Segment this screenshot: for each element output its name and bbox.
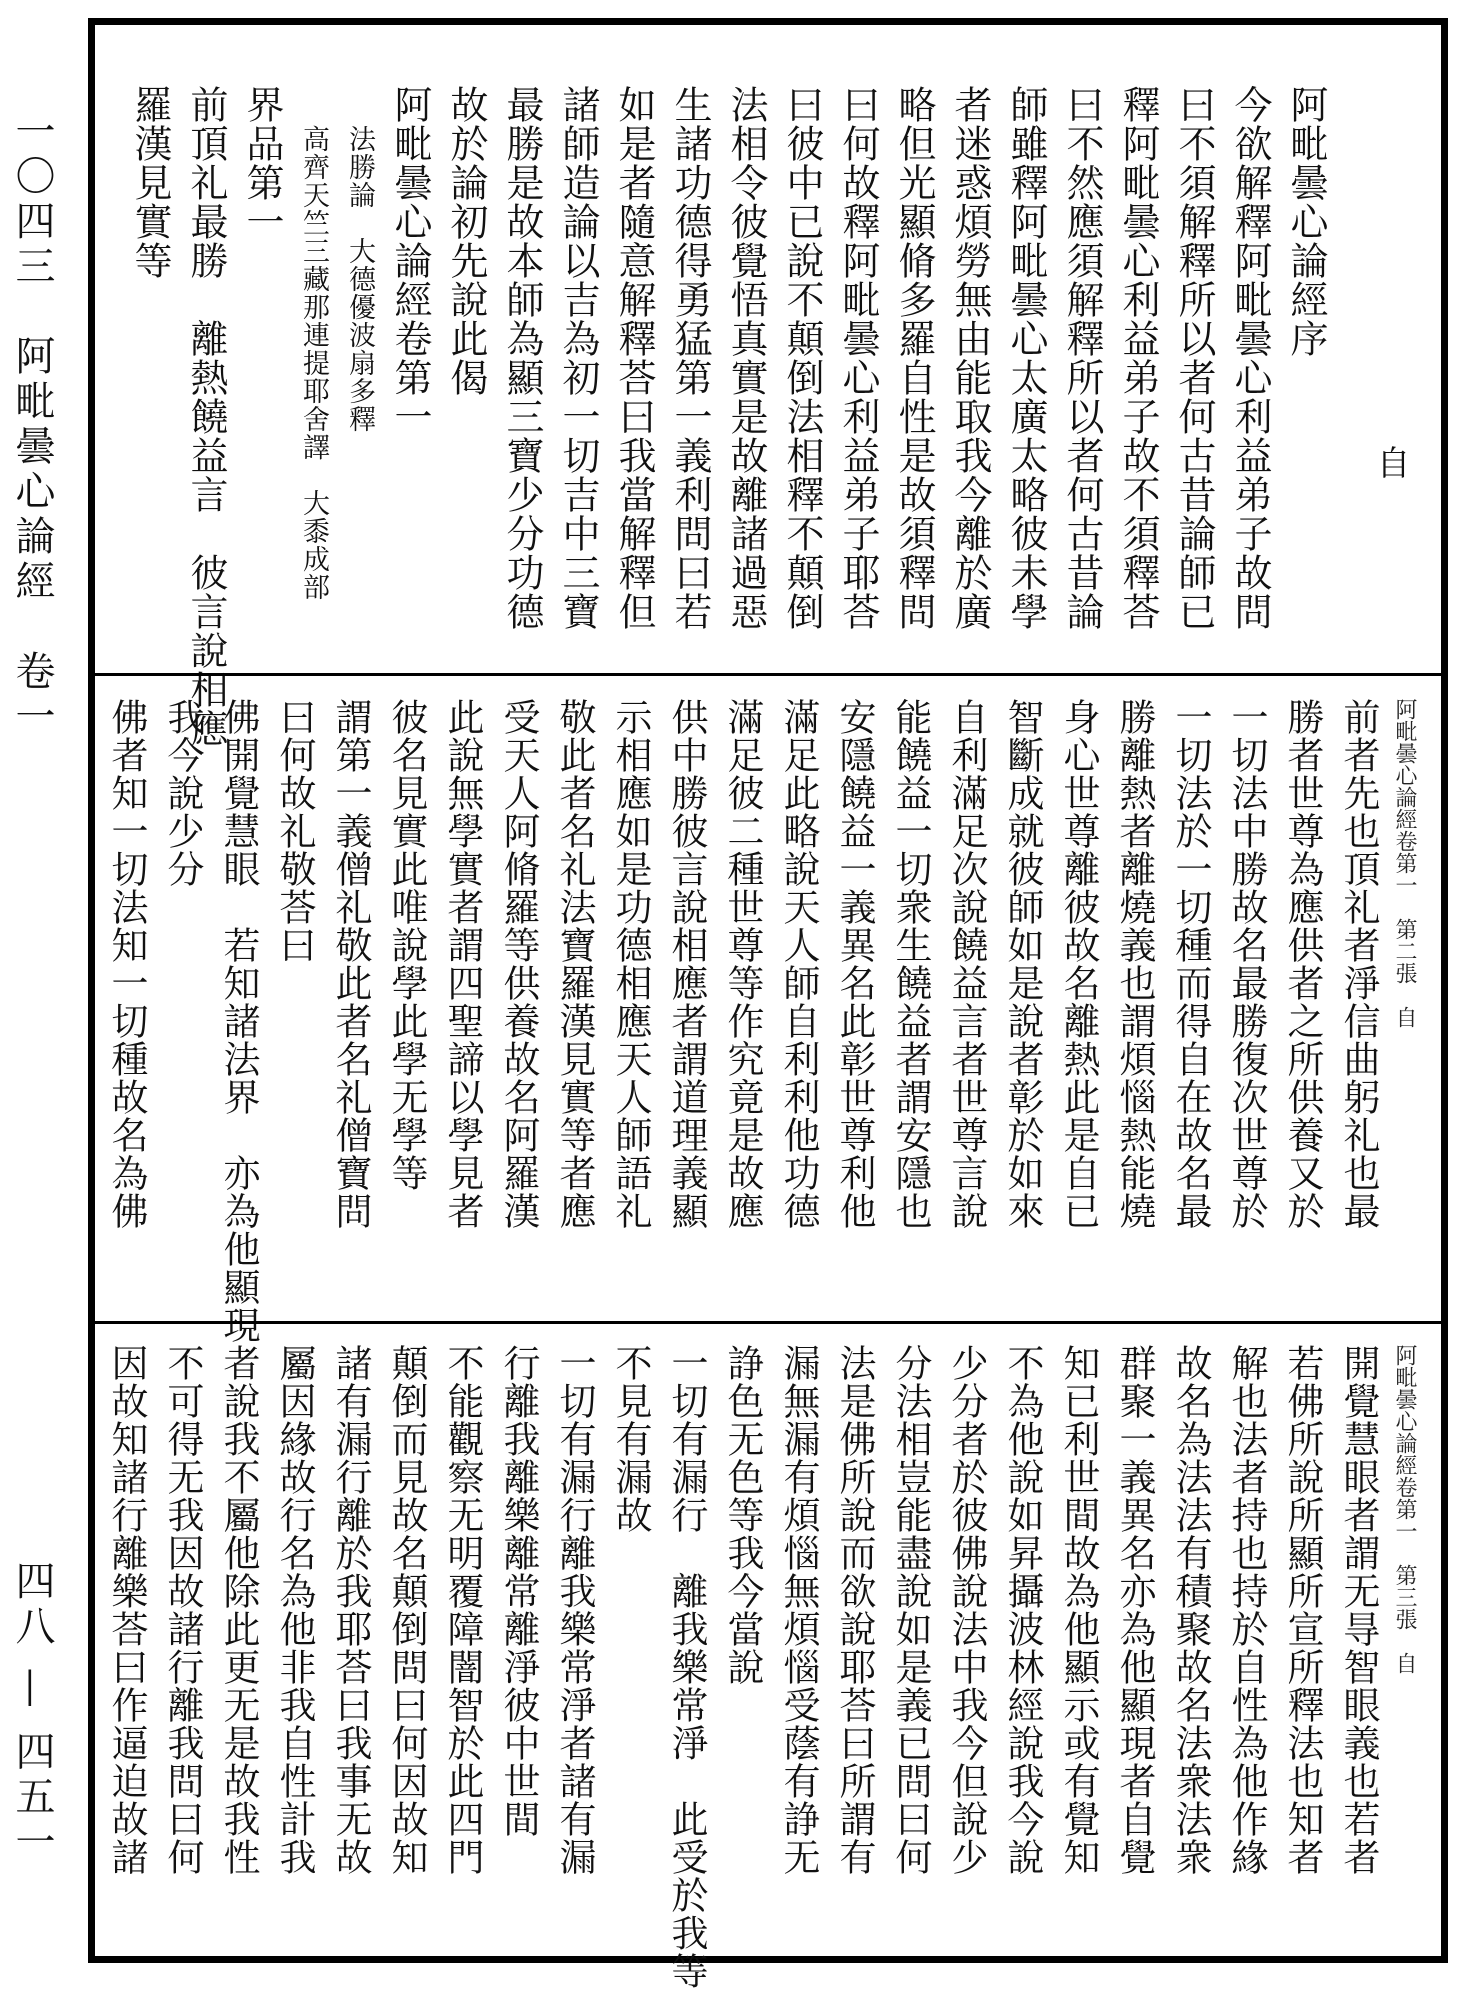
text-column: 高齊天竺三藏那連提耶舍譯 大黍成部 — [298, 125, 329, 601]
text-column: 知已利世間故為他顯示或有覺知 — [1057, 1344, 1100, 1876]
text-column: 自利滿足次說饒益言者世尊言說 — [945, 698, 988, 1230]
text-column: 師雖釋阿毗曇心太廣太略彼未學 — [1004, 85, 1048, 631]
text-column: 羅漢見實等 — [128, 85, 172, 280]
text-column: 因故知諸行離樂荅曰作逼迫故諸 — [105, 1344, 148, 1876]
text-column: 滿足此略說天人師自利利他功德 — [777, 698, 820, 1230]
text-column: 受天人阿脩羅等供養故名阿羅漢 — [497, 698, 540, 1230]
text-column: 供中勝彼言說相應者謂道理義顯 — [665, 698, 708, 1230]
text-column: 不能觀察无明覆障闇智於此四門 — [441, 1344, 484, 1876]
text-column: 最勝是故本師為顯三寶少分功德 — [500, 85, 544, 631]
text-column: 阿毗曇心論經序 — [1284, 85, 1328, 358]
text-column: 若佛所說所顯所宣所釋法也知者 — [1281, 1344, 1324, 1876]
text-column: 我今說少分 — [161, 698, 204, 888]
text-column: 勝離熱者離燒義也謂煩惱熱能燒 — [1113, 698, 1156, 1230]
panel-1 — [95, 25, 1441, 748]
panel-3-columns — [101, 1344, 1419, 1990]
text-column: 故於論初先說此偈 — [444, 85, 488, 397]
text-column: 前頂礼最勝 離熱饒益言 彼言說相應 — [184, 85, 228, 748]
text-column: 者說我不屬他除此更无是故我性 — [217, 1344, 260, 1876]
page-frame — [88, 18, 1448, 1990]
text-column: 者迷惑煩勞無由能取我今離於廣 — [948, 85, 992, 631]
text-column: 法勝論 大德優波扇多釋 — [344, 125, 375, 433]
text-column: 界品第一 — [240, 85, 284, 241]
margin-page-number: 四八 — 四五一 — [9, 1560, 55, 1866]
text-column: 解也法者持也持於自性為他作緣 — [1225, 1344, 1268, 1876]
text-column: 諍色无色等我今當說 — [721, 1344, 764, 1686]
text-column: 釋阿毗曇心利益弟子故不須釋荅 — [1116, 85, 1160, 631]
text-column: 身心世尊離彼故名離熱此是自已 — [1057, 698, 1100, 1230]
text-column: 曰彼中已說不顛倒法相釋不顛倒 — [780, 85, 824, 631]
text-column: 一切有漏行離我樂常淨者諸有漏 — [553, 1344, 596, 1876]
text-column: 曰何故礼敬荅曰 — [273, 698, 316, 964]
text-column: 顛倒而見故名顛倒問曰何因故知 — [385, 1344, 428, 1876]
text-column: 法是佛所說而欲說耶荅曰所謂有 — [833, 1344, 876, 1876]
text-column: 今欲解釋阿毗曇心利益弟子故問 — [1228, 85, 1272, 631]
text-column: 法相令彼覺悟真實是故離諸過惡 — [724, 85, 768, 631]
panel-2-columns — [101, 698, 1419, 1344]
text-column: 曰不須解釋所以者何古昔論師已 — [1172, 85, 1216, 631]
text-column: 佛者知一切法知一切種故名為佛 — [105, 698, 148, 1230]
text-column: 阿毗曇心論經卷第一 — [388, 85, 432, 436]
text-column: 不為他說如昇攝波林經說我今說 — [1001, 1344, 1044, 1876]
text-column: 分法相豈能盡說如是義已問曰何 — [889, 1344, 932, 1876]
text-column: 此說無學實者謂四聖諦以學見者 — [441, 698, 484, 1230]
text-column: 前者先也頂礼者淨信曲躬礼也最 — [1337, 698, 1380, 1230]
running-header: 阿毗曇心論經卷第一 第二張 自 — [1392, 698, 1417, 1028]
panel-1-columns — [125, 85, 1331, 748]
panel-1-tag: 自 — [1370, 445, 1410, 479]
text-column: 屬因緣故行名為他非我自性計我 — [273, 1344, 316, 1876]
text-column: 如是者隨意解釋荅曰我當解釋但 — [612, 85, 656, 631]
text-column: 一切法中勝故名最勝復次世尊於 — [1225, 698, 1268, 1230]
text-column: 一切法於一切種而得自在故名最 — [1169, 698, 1212, 1230]
text-column: 諸師造論以吉為初一切吉中三寶 — [556, 85, 600, 631]
text-column: 勝者世尊為應供者之所供養又於 — [1281, 698, 1324, 1230]
text-column: 彼名見實此唯說學此學无學等 — [385, 698, 428, 1192]
text-column: 故名為法法有積聚故名法衆法衆 — [1169, 1344, 1212, 1876]
panel-2 — [95, 673, 1441, 1344]
text-column: 開覺慧眼者謂无㝵智眼義也若者 — [1337, 1344, 1380, 1876]
text-column: 佛開覺慧眼 若知諸法界 亦為他顯現 — [217, 698, 260, 1344]
text-column: 敬此者名礼法寶羅漢見實等者應 — [553, 698, 596, 1230]
text-column: 諸有漏行離於我耶荅曰我事无故 — [329, 1344, 372, 1876]
text-column: 少分者於彼佛說法中我今但說少 — [945, 1344, 988, 1876]
text-column: 安隱饒益一義異名此彰世尊利他 — [833, 698, 876, 1230]
panel-3 — [95, 1321, 1441, 1990]
text-column: 漏無漏有煩惱無煩惱受蔭有諍无 — [777, 1344, 820, 1876]
margin-title: 一〇四三 阿毗曇心論經 卷一 — [9, 110, 55, 740]
text-column: 群聚一義異名亦為他顯現者自覺 — [1113, 1344, 1156, 1876]
text-column: 行離我離樂離常離淨彼中世間 — [497, 1344, 540, 1838]
text-column: 一切有漏行 離我樂常淨 此受於我等 — [665, 1344, 708, 1990]
text-column: 謂第一義僧礼敬此者名礼僧寶問 — [329, 698, 372, 1230]
running-header: 阿毗曇心論經卷第一 第三張 自 — [1392, 1344, 1417, 1674]
text-column: 能饒益一切衆生饒益者謂安隱也 — [889, 698, 932, 1230]
text-column: 智斷成就彼師如是說者彰於如來 — [1001, 698, 1044, 1230]
text-column: 曰不然應須解釋所以者何古昔論 — [1060, 85, 1104, 631]
text-column: 滿足彼二種世尊等作究竟是故應 — [721, 698, 764, 1230]
text-column: 不可得无我因故諸行離我問曰何 — [161, 1344, 204, 1876]
text-column: 不見有漏故 — [609, 1344, 652, 1534]
text-column: 曰何故釋阿毗曇心利益弟子耶荅 — [836, 85, 880, 631]
text-column: 生諸功德得勇猛第一義利問曰若 — [668, 85, 712, 631]
text-column: 示相應如是功德相應天人師語礼 — [609, 698, 652, 1230]
text-column: 略但光顯脩多羅自性是故須釋問 — [892, 85, 936, 631]
